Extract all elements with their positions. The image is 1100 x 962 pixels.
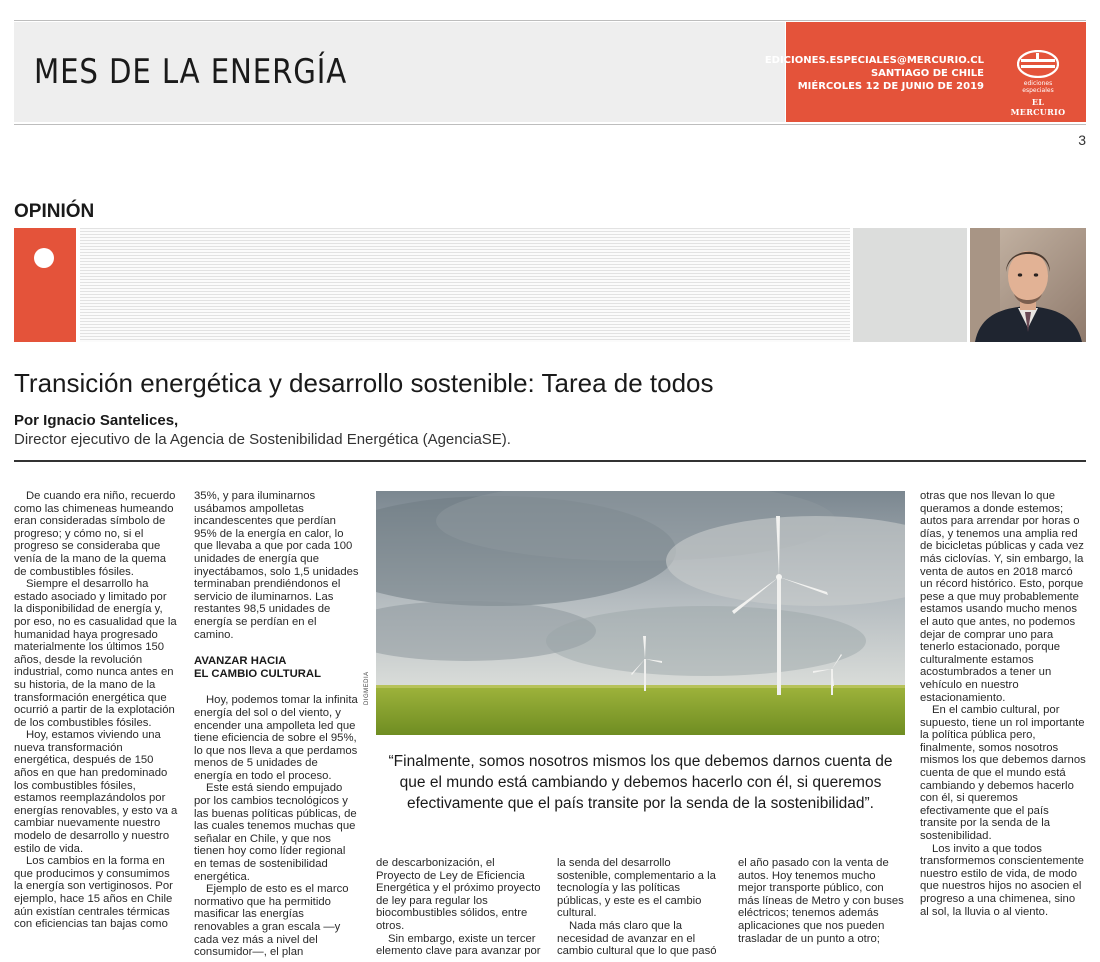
paragraph: el año pasado con la venta de autos. Hoy tenemos mucho mejor transporte público, con más líneas de Metro y con buses eléctricos; tenemos además aplicaciones que nos pueden trasladar de un punto a otro;: [738, 857, 904, 945]
paragraph: Siempre el desarrollo ha estado asociado y limitado por la disponibilidad de energía y, por eso, no es casualidad que la humanidad haya progresado materialmente los últimos 150 años, desde la revolución industrial, como nunca antes en su historia, de la mano de la transformación energética que ocurrió a partir de la explotación de los combustibles fósiles.: [14, 578, 177, 729]
paragraph: De cuando era niño, recuerdo como las chimeneas humeando eran consideradas símbolo de progreso; y cómo no, si el progreso se consideraba que venía de la mano de la quema de combustibles fósiles.: [14, 490, 176, 578]
contact-email[interactable]: EDICIONES.ESPECIALES@MERCURIO.CL: [764, 55, 984, 66]
article-subheading: [194, 655, 359, 680]
paragraph: Hoy, podemos tomar la infinita energía del sol o del viento, y encender una ampolleta led que tiene eficiencia de sobre el 95%, lo que nos lleva a que perdamos menos de 5 unidades de energía en todo el proceso.: [194, 694, 358, 782]
article-column-6: [920, 490, 1086, 918]
edition-date: MIÉRCOLES 12 DE JUNIO DE 2019: [797, 81, 984, 92]
paragraph: Los invito a que todos transformemos conscientemente nuestro estilo de vida, de modo que nuestros hijos no asocien el progreso a una chimenea, sino al sol, la lluvia o al viento.: [920, 842, 1084, 918]
article-headline: Transición energética y desarrollo sostenible: Tarea de todos: [14, 368, 714, 398]
author-role: Director ejecutivo de la Agencia de Sostenibilidad Energética (AgenciaSE).: [14, 431, 511, 448]
paragraph: En el cambio cultural, por supuesto, tiene un rol importante la política pública pero, finalmente, somos nosotros mismos los que debemos darnos cuenta de que el mundo está cambiando y debemos hacerlo con él, si queremos efectivamente que el país transite por la senda de la sostenibilidad.: [920, 704, 1086, 843]
author-portrait-icon: [970, 228, 1086, 342]
opinion-dot-icon: [34, 248, 54, 268]
header-bottom-rule: [14, 124, 1086, 125]
paragraph: otras que nos llevan lo que queramos a donde estemos; autos para arrendar por horas o días, y tenemos una amplia red de bicicletas públicas y cada vez más ciclovías. Y, sin embargo, la venta de autos en 2018 marcó un récord histórico. Esto, porque pese a que muy probablemente estamos usando mucho menos el auto que antes, no podemos dejar de comprar uno para tenerlo estacionado, porque culturalmente estamos acostumbrados a tener un vehículo en nuestro estacionamiento.: [920, 490, 1084, 704]
opinion-gray-block: [853, 228, 967, 342]
paragraph: 35%, y para iluminarnos usábamos ampolletas incandescentes que perdían 95% de la energía en calor, lo que llevaba a que por cada 100 unidades de energía que inyectábamos, solo 1,5 unidades terminaban prendiéndonos el servicio de iluminarnos. Las restantes 98,5 unidades de energía se perdían en el camino.: [194, 490, 359, 641]
paragraph: Sin embargo, existe un tercer elemento clave para avanzar por: [376, 932, 541, 958]
photo-credit: DIGMEDIA: [364, 671, 370, 705]
paragraph: Este está siendo empujado por los cambios tecnológicos y las buenas políticas públicas, de las cuales tenemos muchas que señalar en Chile, y que nos tienen hoy como líder regional en temas de sostenibilidad energética.: [194, 782, 357, 883]
subheading-line: EL CAMBIO CULTURAL: [194, 667, 321, 680]
contact-city: SANTIAGO DE CHILE: [870, 68, 984, 79]
article-column-1: [14, 490, 178, 931]
logo-name: EL MERCURIO: [1010, 97, 1066, 117]
el-mercurio-logo: [1010, 50, 1066, 117]
page-number: 3: [1078, 132, 1086, 148]
logo-subtitle: ediciones especiales: [1022, 80, 1054, 94]
article-byline: Por Ignacio Santelices,: [14, 412, 179, 429]
header-top-rule: [14, 20, 1086, 21]
opinion-accent-block: [14, 228, 76, 342]
paragraph: Los cambios en la forma en que producimos y consumimos la energía son vertiginosos. Por ejemplo, hace 15 años en Chile aún existían centrales térmicas con eficiencias tan bajas como: [14, 855, 173, 931]
wind-turbines-photo-icon: [376, 491, 905, 735]
paragraph: de descarbonización, el Proyecto de Ley de Eficiencia Energética y el próximo proyecto de ley para regular los biocombustibles sólidos, entre otros.: [376, 857, 541, 932]
title-rule: [14, 460, 1086, 462]
article-column-2: [194, 490, 359, 959]
section-title: MES DE LA ENERGÍA: [34, 52, 348, 92]
ediciones-especiales-logo-icon: [1017, 50, 1059, 78]
article-column-4: [557, 857, 722, 958]
paragraph: Hoy, estamos viviendo una nueva transformación energética, después de 150 años en que han predominado los combustibles fósiles, estamos reemplazándolos por energías renovables, y esto va a cambiar nuevamente nuestro modelo de desarrollo y nuestro estilo de vida.: [14, 729, 178, 855]
paragraph: Nada más claro que la necesidad de avanzar en el cambio cultural que lo que pasó: [557, 919, 717, 958]
article-column-5: [738, 857, 904, 945]
subheading-line: AVANZAR HACIA: [194, 655, 287, 668]
opinion-lined-band: [80, 228, 850, 342]
opinion-label: OPINIÓN: [14, 201, 95, 222]
contact-block: [765, 54, 984, 93]
paragraph: la senda del desarrollo sostenible, complementario a la tecnología y las políticas públicas, y este es el cambio cultural.: [557, 857, 716, 920]
article-column-3: [376, 857, 541, 958]
header-contact-panel: [764, 22, 1086, 122]
paragraph: Ejemplo de esto es el marco normativo que ha permitido masificar las energías renovables a gran escala —y cada vez más a nivel del consumidor—, el plan: [194, 883, 349, 959]
pull-quote: “Finalmente, somos nosotros mismos los que debemos darnos cuenta de que el mundo está cambiando y debemos hacerlo con él, si queremos efectivamente que el país transite por la senda de la sostenibilidad”.: [388, 753, 893, 812]
